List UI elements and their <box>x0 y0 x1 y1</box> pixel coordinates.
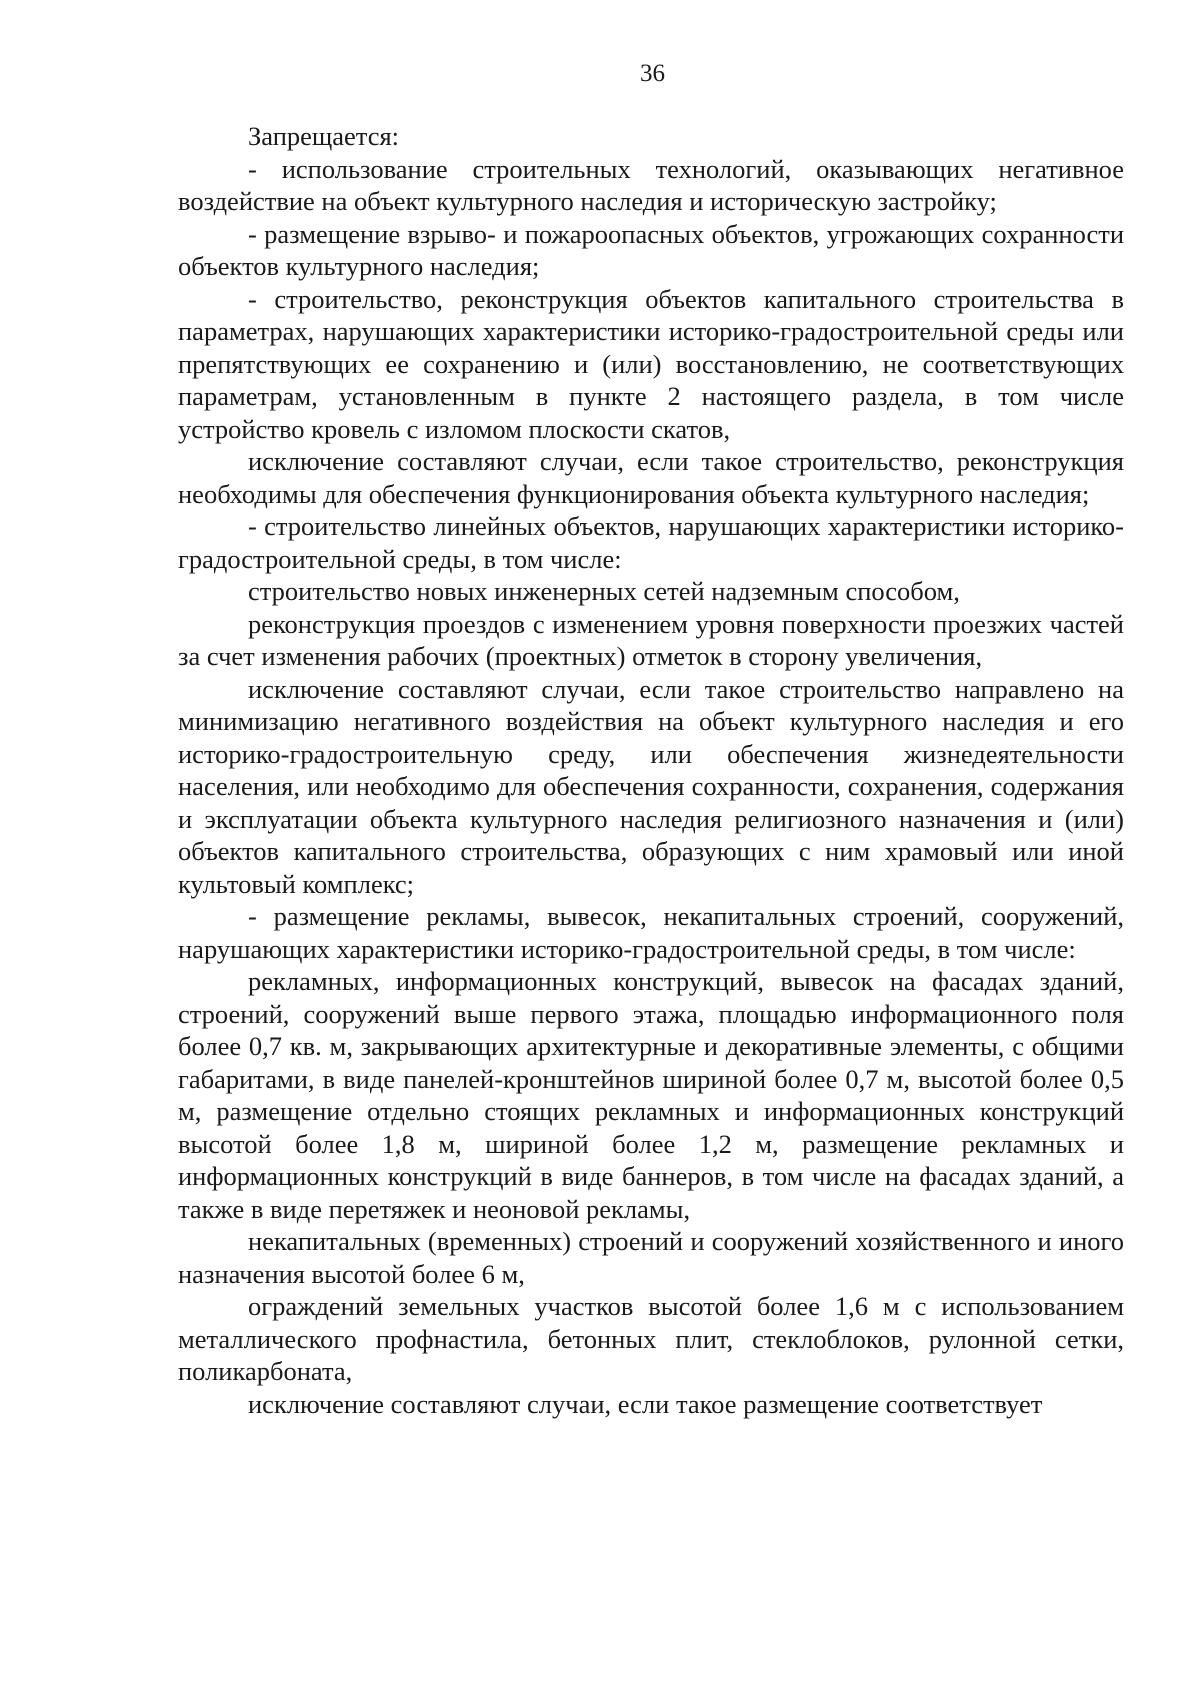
paragraph: - строительство линейных объектов, нарушающих характеристики историко-градостроительной среды, в том числе: <box>178 511 1124 574</box>
paragraph: исключение составляют случаи, если такое размещение соответствует <box>248 1388 1043 1419</box>
paragraph: строительство новых инженерных сетей надземным способом, <box>248 576 960 606</box>
paragraph: - размещение взрыво- и пожароопасных объектов, угрожающих сохранности объектов культурного наследия; <box>178 218 1124 281</box>
paragraph: некапитальных (временных) строений и сооружений хозяйственного и иного назначения высотой более 6 м, <box>178 1226 1124 1289</box>
page-number: 36 <box>640 60 665 87</box>
paragraph: рекламных, информационных конструкций, вывесок на фасадах зданий, строений, сооружений выше первого этажа, площадью информационного поля более 0,7 кв. м, закрывающих архитектурные и декоративные элементы, с общими габаритами, в виде панелей-кронштейнов шириной более 0,7 м, высотой более 0,5 м, размещение отдельно стоящих рекламных и информационных конструкций высотой более 1,8 м, шириной более 1,2 м, размещение рекламных и информационных конструкций в виде баннеров, в том числе на фасадах зданий, а также в виде перетяжек и неоновой рекламы, <box>178 966 1124 1224</box>
paragraph: - строительство, реконструкция объектов капитального строительства в параметрах, нарушающих характеристики историко-градостроительной среды или препятствующих ее сохранению и (или) восстановлению, не соответствующих параметрам, установленным в пункте 2 настоящего раздела, в том числе устройство кровель с изломом плоскости скатов, <box>178 283 1124 444</box>
paragraph: ограждений земельных участков высотой более 1,6 м с использованием металлического профнастила, бетонных плит, стеклоблоков, рулонной сетки, поликарбоната, <box>178 1291 1124 1386</box>
paragraph: исключение составляют случаи, если такое строительство, реконструкция необходимы для обеспечения функционирования объекта культурного наследия; <box>178 446 1124 509</box>
document-body <box>178 120 1124 1420</box>
paragraph: исключение составляют случаи, если такое строительство направлено на минимизацию негативного воздействия на объект культурного наследия и его историко-градостроительную среду, или обеспечения жизнедеятельности населения, или необходимо для обеспечения сохранности, сохранения, содержания и эксплуатации объекта культурного наследия религиозного назначения и (или) объектов капитального строительства, образующих с ним храмовый или иной культовый комплекс; <box>178 673 1124 899</box>
paragraph: реконструкция проездов с изменением уровня поверхности проезжих частей за счет изменения рабочих (проектных) отметок в сторону увеличения, <box>178 608 1124 671</box>
paragraph: - размещение рекламы, вывесок, некапитальных строений, сооружений, нарушающих характеристики историко-градостроительной среды, в том числе: <box>178 901 1124 964</box>
paragraph: - использование строительных технологий, оказывающих негативное воздействие на объект культурного наследия и историческую застройку; <box>178 153 1124 216</box>
paragraph-prohibited-heading: Запрещается: <box>248 121 400 151</box>
